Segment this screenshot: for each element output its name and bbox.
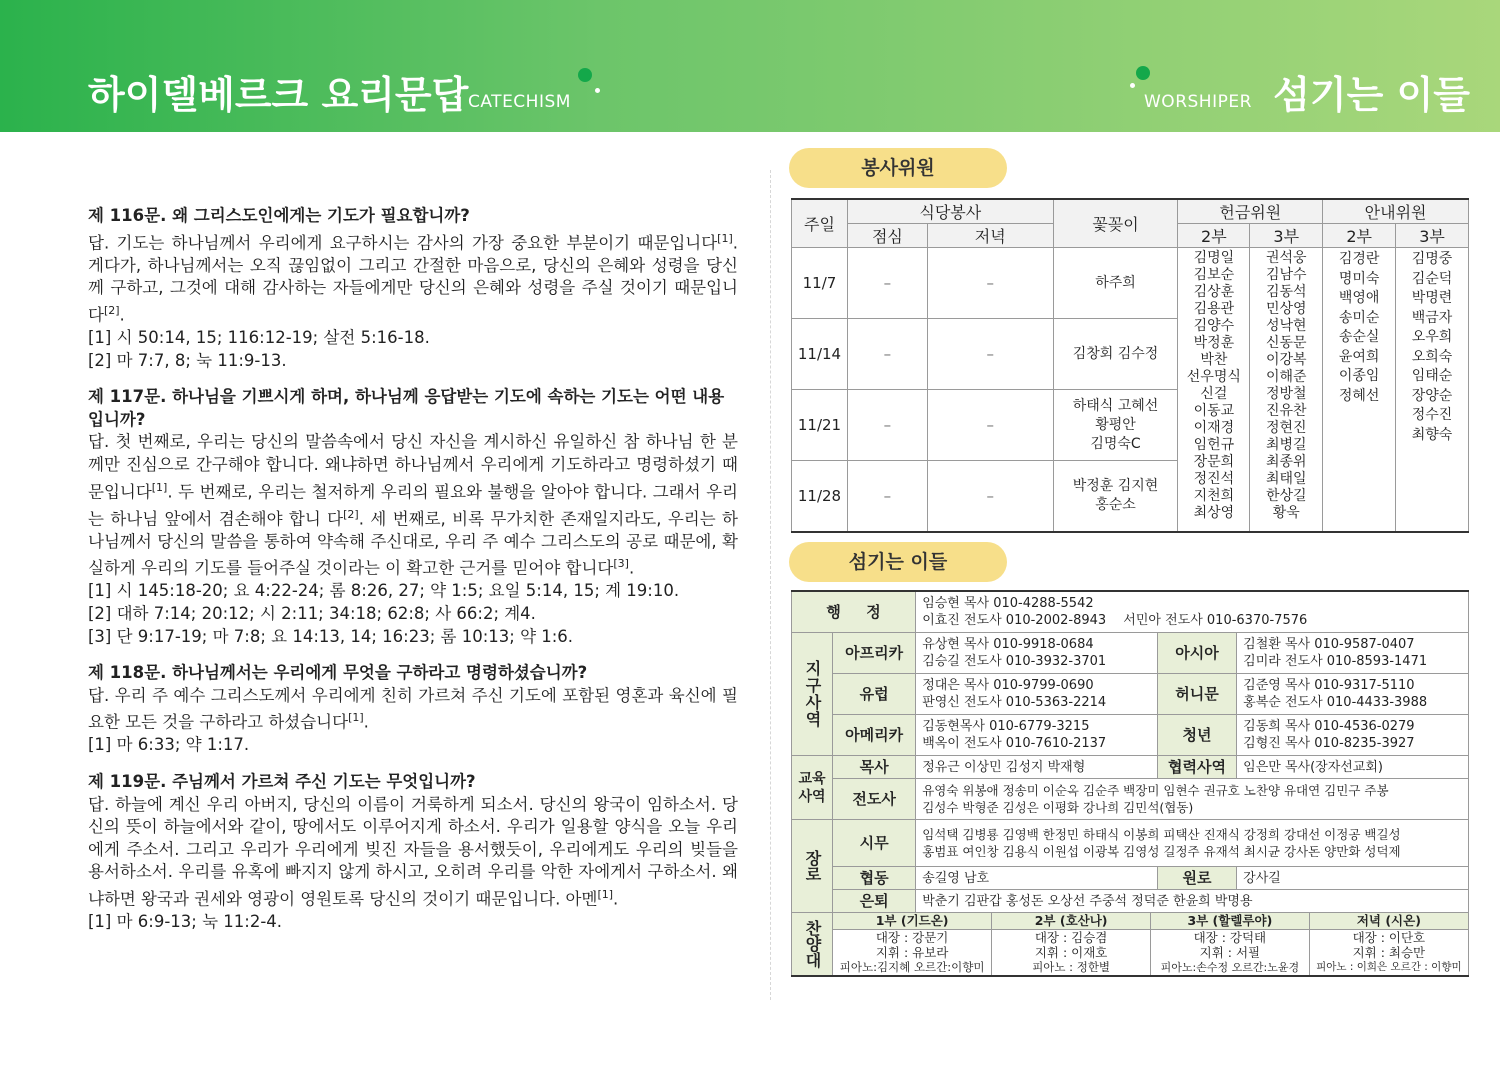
contact-line: 정대은 목사 010-9799-0690 [922, 678, 1094, 693]
choir-group-name: 3부 (할렐루야) [1151, 913, 1310, 930]
elder-active-label: 시무 [833, 820, 916, 867]
dinner-cell: – [927, 319, 1053, 390]
district-label: 지구사역 [792, 633, 833, 756]
contact-line: 김형진 목사 010-8235-3927 [1243, 736, 1415, 751]
choir-line: 지휘 : 유보라 [875, 945, 949, 960]
usher-2-names: 김경란 명미숙 백영애 송미순 송순실 윤여희 이종임 정혜선 [1323, 248, 1396, 532]
header-usher-3: 3부 [1396, 224, 1469, 248]
hermon-info [1237, 674, 1469, 715]
elder-label: 장로 [792, 820, 833, 913]
choir-group-info [833, 930, 992, 976]
question-title: 제 117문. 하나님을 기쁘시게 하며, 하나님께 응답받는 기도에 속하는 기도는 어떤 내용입니까? [88, 387, 725, 429]
lunch-cell: – [847, 319, 927, 390]
volunteer-table [791, 198, 1469, 533]
usher-3-names: 김명중 김순덕 박명련 백금자 오우희 오희숙 임태순 장양순 정수진 최향숙 [1396, 248, 1469, 532]
evang-label: 전도사 [833, 779, 916, 820]
header-lunch: 점심 [847, 224, 927, 248]
europe-label: 유럽 [833, 674, 916, 715]
question-answer [88, 431, 738, 580]
youth-info [1237, 715, 1469, 756]
contact-line: 김동희 목사 010-4536-0279 [1243, 719, 1415, 734]
catechism-subtitle: CATECHISM [468, 92, 571, 112]
choir-line: 대장 : 김승겸 [1034, 930, 1108, 945]
header-offering-3: 3부 [1250, 224, 1323, 248]
hermon-label: 허니문 [1157, 674, 1236, 715]
edu-label: 교육사역 [792, 756, 833, 820]
europe-info [916, 674, 1158, 715]
offering-2-names: 김명일 김보순 김상훈 김용관 김양수 박정훈 박찬 선우명식 신걸 이동교 이재경 임헌규 장문희 정진석 지천희 최상영 [1178, 248, 1250, 532]
choir-group-name: 1부 (기드온) [833, 913, 992, 930]
elder-active-names [916, 820, 1469, 867]
date-cell: 11/14 [792, 319, 848, 390]
header-usher-2: 2부 [1323, 224, 1396, 248]
header-usher: 안내위원 [1323, 199, 1469, 224]
contact-line: 김미라 전도사 010-8593-1471 [1243, 654, 1428, 669]
admin-row [792, 591, 1469, 633]
dinner-cell: – [927, 390, 1053, 461]
header-flower: 꽃꽂이 [1053, 199, 1178, 248]
answer-text: . 두 번째로, 우리는 철저하게 우리의 필요와 불행을 알아야 합니다. 그래서 우리는 하나님 앞에서 겸손해야 합니 다 [88, 482, 738, 529]
question-answer [88, 685, 738, 735]
question-117 [88, 386, 738, 648]
america-label: 아메리카 [833, 715, 916, 756]
contact-line: 유상현 목사 010-9918-0684 [922, 637, 1094, 652]
question-116 [88, 205, 738, 372]
answer-text: . [119, 305, 125, 325]
question-119 [88, 771, 738, 934]
africa-info [916, 633, 1158, 674]
elder-row [792, 867, 1469, 890]
africa-label: 아프리카 [833, 633, 916, 674]
names-line: 유영숙 위봉애 정송미 이순옥 김순주 백장미 임현수 권규호 노찬양 유대연 김민구 주봉 [922, 783, 1389, 798]
dot-icon [1136, 66, 1150, 80]
dot-icon [578, 68, 592, 82]
edu-pastor-label: 목사 [833, 756, 916, 779]
choir-label: 찬양대 [792, 913, 833, 977]
dinner-cell: – [927, 461, 1053, 532]
reference: [1] 시 50:14, 15; 116:12-19; 살전 5:16-18. [88, 327, 430, 347]
youth-label: 청년 [1157, 715, 1236, 756]
choir-group-info [1151, 930, 1310, 976]
catechism-title: 하이델베르크 요리문답 [88, 73, 469, 117]
coop-names: 임은만 목사(장자선교회) [1237, 756, 1469, 779]
date-cell: 11/28 [792, 461, 848, 532]
elder-retired-names: 박춘기 김판갑 홍성돈 오상선 주중석 정덕준 한윤희 박명용 [916, 890, 1469, 913]
elder-row [792, 820, 1469, 867]
choir-group-info [1309, 930, 1468, 976]
date-cell: 11/7 [792, 248, 848, 319]
volunteer-pill: 봉사위원 [789, 148, 1007, 188]
choir-group-name: 저녁 (시온) [1309, 913, 1468, 930]
choir-line: 대장 : 강덕태 [1193, 930, 1267, 945]
header-date: 주일 [792, 199, 848, 248]
question-title: 제 116문. 왜 그리스도인에게는 기도가 필요합니까? [88, 206, 470, 225]
asia-info [1237, 633, 1469, 674]
footnote-mark: [1] [348, 711, 364, 725]
question-title: 제 119문. 주님께서 가르쳐 주신 기도는 무엇입니까? [88, 772, 476, 792]
dot-icon [1130, 83, 1135, 88]
elder-retired-label: 은퇴 [833, 890, 916, 913]
answer-text: . [363, 712, 369, 732]
reference: [3] 단 9:17-19; 마 7:8; 요 14:13, 14; 16:23; 롬 10:13; 약 1:6. [88, 626, 574, 646]
choir-line: 지휘 : 이재호 [1034, 945, 1108, 960]
worship-table [791, 590, 1469, 977]
flower-cell: 김창회 김수정 [1053, 319, 1178, 390]
elder-senior-names: 강사길 [1237, 867, 1469, 890]
footnote-mark: [2] [343, 507, 359, 521]
lunch-cell: – [847, 390, 927, 461]
choir-line: 대장 : 강문기 [875, 930, 949, 945]
choir-line: 지휘 : 서필 [1199, 945, 1261, 960]
footnote-mark: [1] [597, 888, 614, 902]
table-row [792, 248, 1469, 319]
header-dinner: 저녁 [927, 224, 1053, 248]
lunch-cell: – [847, 461, 927, 532]
question-title: 제 118문. 하나님께서는 우리에게 무엇을 구하라고 명령하셨습니까? [88, 663, 588, 683]
header-offering-2: 2부 [1178, 224, 1250, 248]
choir-line: 대장 : 이단호 [1352, 930, 1426, 945]
footnote-mark: [1] [717, 231, 733, 245]
contact-line: 김승길 전도사 010-3932-3701 [922, 654, 1107, 669]
reference: [1] 마 6:33; 약 1:17. [88, 735, 250, 755]
contact-line: 김준영 목사 010-9317-5110 [1243, 678, 1415, 693]
footnote-mark: [1] [151, 480, 168, 494]
coop-label: 협력사역 [1157, 756, 1236, 779]
flower-cell: 하태식 고혜선 황평안 김명숙C [1053, 390, 1178, 461]
choir-row [792, 913, 1469, 977]
edu-row [792, 756, 1469, 779]
flower-cell: 하주희 [1053, 248, 1178, 319]
question-118 [88, 662, 738, 757]
answer-text: . [613, 889, 619, 909]
answer-text: . 세 번째로, 비록 무가치한 존재일지라도, 우리는 하나님께서 당신의 말씀을 통하여 약속해 주신대로, 우리 주 예수 그리스도의 공로 때문에, 확실하게 우리의 기도를 들어주실 것이라는 이 확고한 근거를 믿어야 합니다 [88, 509, 738, 578]
answer-text: . [628, 558, 635, 578]
answer-text: 답. 기도는 하나님께서 우리에게 요구하시는 감사의 가장 중요한 부분이기 때문입니다 [88, 233, 718, 253]
america-info [916, 715, 1158, 756]
choir-groups [833, 913, 1469, 977]
reference: [1] 시 145:18-20; 요 4:22-24; 롬 8:26, 27; 약 1:5; 요일 5:14, 15; 계 19:10. [88, 581, 680, 601]
admin-label: 행 정 [792, 591, 916, 633]
answer-text: 답. 하늘에 계신 우리 아버지, 당신의 이름이 거룩하게 되소서. 당신의 왕국이 임하소서. 당신의 뜻이 하늘에서와 같이, 땅에서도 이루어지게 하소서. 우리가 일용할 양식을 오늘 우리에게 주소서. 그리고 우리가 우리에게 빚진 자들을 용서했듯이, 우리에게도 우리의 빚들을 용서하소서. 우리를 유혹에 빠지지 않게 하시고, 오히려 우리를 악한 자에게서 구하소서. 왜냐하면 왕국과 권세와 영광이 영원토록 당신의 것이기 때문입니다. 아멘 [88, 794, 738, 909]
choir-line: 피아노:손수정 오르간:노윤경 [1160, 961, 1300, 974]
question-answer [88, 228, 738, 327]
worshiper-subtitle: WORSHIPER [1144, 92, 1252, 112]
column-divider [770, 170, 771, 1000]
header-meal: 식당봉사 [847, 199, 1053, 224]
footnote-mark: [3] [613, 557, 629, 571]
elder-row [792, 890, 1469, 913]
question-answer [88, 794, 738, 911]
choir-line: 지휘 : 최승만 [1352, 945, 1426, 960]
offering-3-names: 권석웅 김남수 김동석 민상영 성낙현 신동문 이강복 이해준 정방철 진유찬 정현진 최병길 최종위 최태일 한상길 황욱 [1250, 248, 1323, 532]
choir-line: 피아노 : 이희은 오르간 : 이향미 [1316, 961, 1462, 973]
asia-label: 아시아 [1157, 633, 1236, 674]
answer-text: . 게다가, 하나님께서는 오직 끊임없이 그리고 간절한 마음으로, 당신의 은혜와 성령을 당신께 구하고, 그것에 대해 감사하는 자들에게만 당신의 은혜와 성령을 주실 것이기 때문입니다 [88, 233, 738, 325]
names-line: 김성수 박형준 김성은 이평화 강나희 김민석(협동) [922, 800, 1194, 815]
answer-text: 답. 우리 주 예수 그리스도께서 우리에게 친히 가르쳐 주신 기도에 포함된 영혼과 육신에 필요한 모든 것을 구하라고 하셨습니다 [88, 685, 738, 732]
lunch-cell: – [847, 248, 927, 319]
elder-senior-label: 원로 [1157, 867, 1236, 890]
contact-line: 임승현 목사 010-4288-5542 [922, 596, 1094, 611]
district-row [792, 715, 1469, 756]
admin-info [916, 591, 1469, 633]
elder-assoc-label: 협동 [833, 867, 916, 890]
choir-group-info [992, 930, 1151, 976]
date-cell: 11/21 [792, 390, 848, 461]
choir-line: 피아노:김지혜 오르간:이향미 [839, 960, 985, 974]
contact-line: 이효진 전도사 010-2002-8943 서민아 전도사 010-6370-7576 [922, 613, 1308, 628]
names-line: 임석택 김병룡 김영백 한정민 하태식 이봉희 피택산 진재식 강정희 강대선 이정공 백길성 [922, 827, 1401, 842]
worship-pill: 섬기는 이들 [789, 542, 1007, 582]
catechism-section [88, 205, 738, 948]
choir-group-name: 2부 (호산나) [992, 913, 1151, 930]
worshiper-title: 섬기는 이들 [1273, 73, 1470, 117]
footnote-mark: [2] [103, 303, 120, 317]
contact-line: 김동현목사 010-6779-3215 [922, 719, 1090, 734]
page-header [0, 0, 1500, 132]
reference: [1] 마 6:9-13; 눅 11:2-4. [88, 912, 283, 932]
evang-names [916, 779, 1469, 820]
contact-line: 김철환 목사 010-9587-0407 [1243, 637, 1415, 652]
reference: [2] 대하 7:14; 20:12; 시 2:11; 34:18; 62:8; 사 66:2; 계4. [88, 604, 536, 623]
names-line: 홍범표 여인창 김용식 이원섭 이광복 김영성 길정주 유재석 최시균 강사돈 양만화 성덕제 [922, 844, 1401, 859]
choir-table [833, 913, 1468, 975]
elder-assoc-names: 송길영 남호 [916, 867, 1158, 890]
district-row [792, 633, 1469, 674]
choir-line: 피아노 : 정한별 [1032, 960, 1111, 974]
dinner-cell: – [927, 248, 1053, 319]
contact-line: 홍복순 전도사 010-4433-3988 [1243, 695, 1428, 710]
contact-line: 백옥이 전도사 010-7610-2137 [922, 736, 1107, 751]
dot-icon [595, 88, 600, 93]
district-row [792, 674, 1469, 715]
edu-row [792, 779, 1469, 820]
header-offering: 헌금위원 [1178, 199, 1323, 224]
reference: [2] 마 7:7, 8; 눅 11:9-13. [88, 350, 287, 370]
edu-pastor-names: 정유근 이상민 김성지 박재형 [916, 756, 1158, 779]
answer-text: 답. 첫 번째로, 우리는 당신의 말씀속에서 당신 자신을 계시하신 유일하신 참 하나님 한 분께만 진심으로 간구해야 합니다. 왜냐하면 하나님께서 우리에게 기도하라고 명령하셨기 때문입니다 [88, 432, 738, 502]
contact-line: 판영신 전도사 010-5363-2214 [922, 695, 1107, 710]
flower-cell: 박정훈 김지현 홍순소 [1053, 461, 1178, 532]
